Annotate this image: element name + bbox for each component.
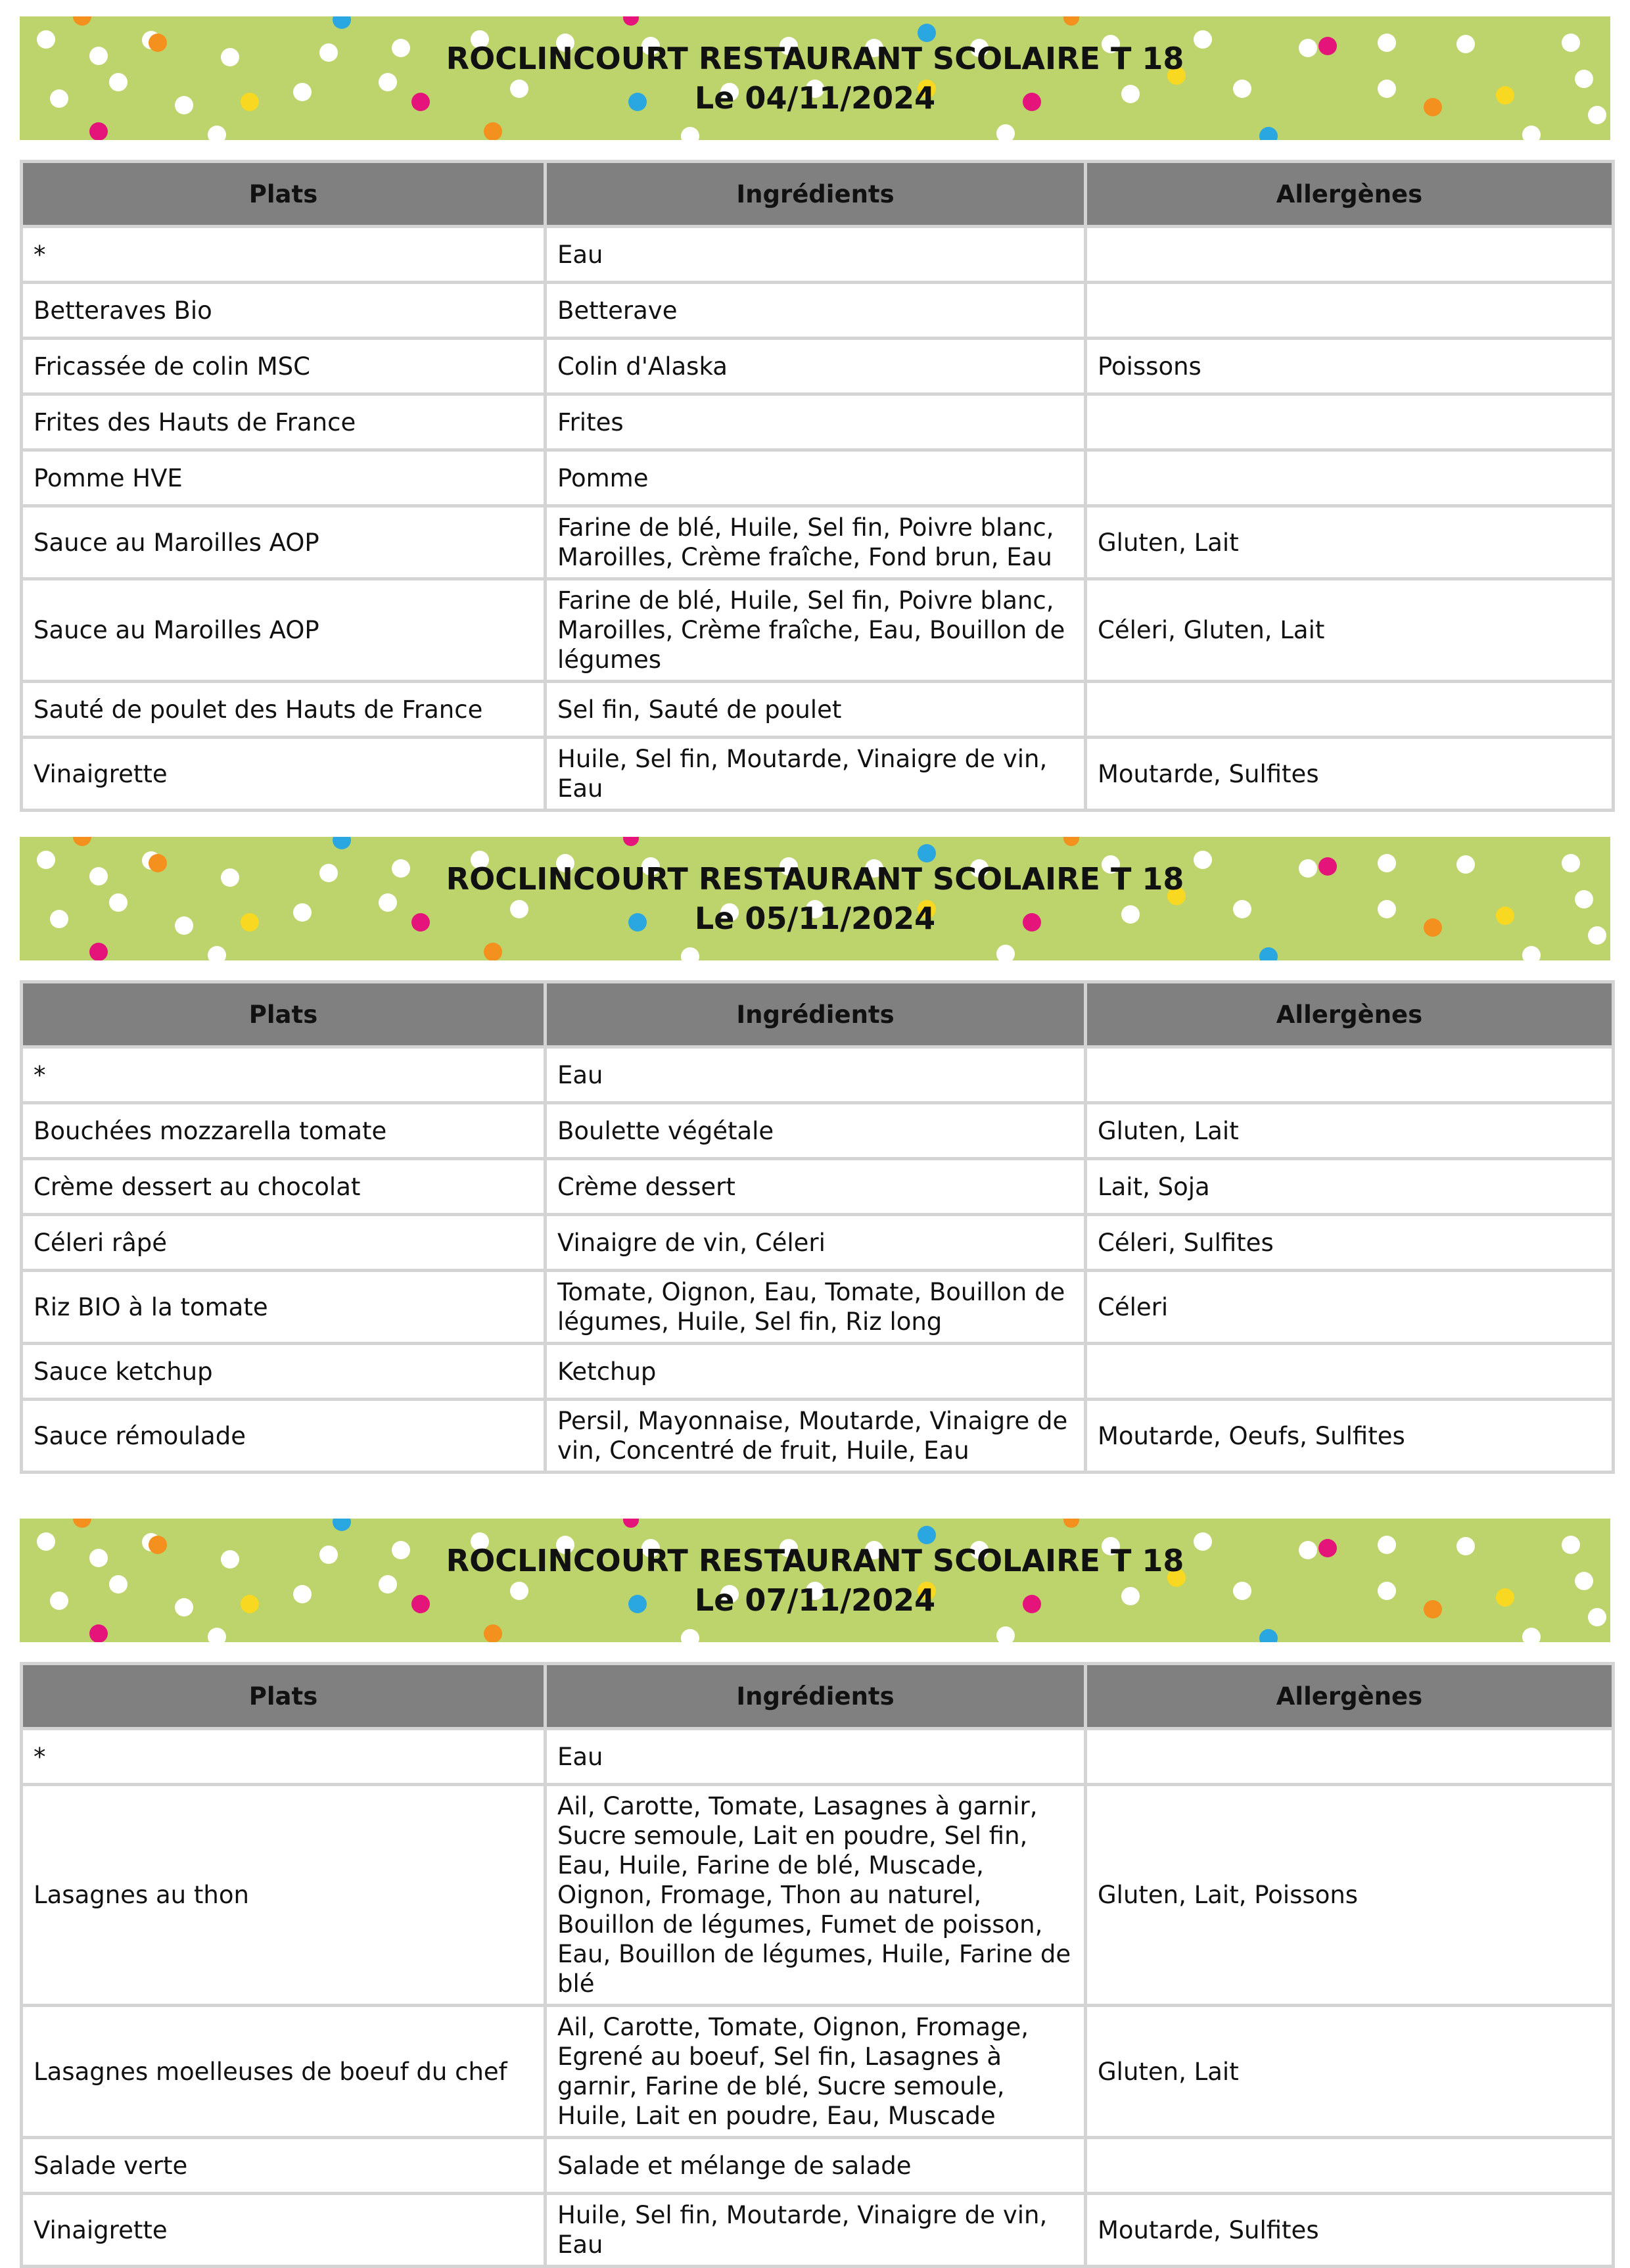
banner-2 xyxy=(20,837,1610,960)
ingredients-cell: Betterave xyxy=(546,283,1086,339)
header-row xyxy=(22,982,1614,1047)
menu-table-3 xyxy=(20,1662,1615,2268)
header-ingredients: Ingrédients xyxy=(546,982,1086,1047)
allergens-cell: Gluten, Lait xyxy=(1086,2006,1614,2138)
allergens-cell xyxy=(1086,394,1614,450)
banner-1 xyxy=(20,16,1610,140)
header-ingredients: Ingrédients xyxy=(546,162,1086,227)
allergens-cell xyxy=(1086,1729,1614,1785)
allergens-cell: Poissons xyxy=(1086,339,1614,394)
ingredients-cell: Tomate, Oignon, Eau, Tomate, Bouillon de légumes, Huile, Sel fin, Riz long xyxy=(546,1271,1086,1344)
table-row xyxy=(22,1400,1614,1473)
allergens-cell: Gluten, Lait xyxy=(1086,506,1614,579)
allergens-cell: Lait, Soja xyxy=(1086,1159,1614,1215)
ingredients-cell: Huile, Sel fin, Moutarde, Vinaigre de vin, Eau xyxy=(546,738,1086,811)
allergens-cell xyxy=(1086,2138,1614,2194)
table-row xyxy=(22,506,1614,579)
header-row xyxy=(22,1664,1614,1729)
header-row xyxy=(22,162,1614,227)
dish-cell: Sauce au Maroilles AOP xyxy=(22,579,546,682)
dish-cell: Salade verte xyxy=(22,2138,546,2194)
ingredients-cell: Huile, Sel fin, Moutarde, Vinaigre de vin, Eau xyxy=(546,2194,1086,2267)
dish-cell: Lasagnes au thon xyxy=(22,1785,546,2006)
dish-cell: * xyxy=(22,1047,546,1103)
banner-title: ROCLINCOURT RESTAURANT SCOLAIRE T 18 xyxy=(446,41,1184,76)
table-row xyxy=(22,339,1614,394)
table-row xyxy=(22,682,1614,738)
allergens-cell: Gluten, Lait, Poissons xyxy=(1086,1785,1614,2006)
table-row xyxy=(22,394,1614,450)
allergens-cell: Céleri, Sulfites xyxy=(1086,1215,1614,1271)
ingredients-cell: Ketchup xyxy=(546,1344,1086,1400)
table-row xyxy=(22,2194,1614,2267)
dish-cell: Frites des Hauts de France xyxy=(22,394,546,450)
banner-date: Le 05/11/2024 xyxy=(694,901,936,936)
header-allergenes: Allergènes xyxy=(1086,1664,1614,1729)
allergens-cell xyxy=(1086,227,1614,283)
banner-title: ROCLINCOURT RESTAURANT SCOLAIRE T 18 xyxy=(446,861,1184,897)
table-row xyxy=(22,227,1614,283)
table-row xyxy=(22,1159,1614,1215)
dish-cell: Sauce ketchup xyxy=(22,1344,546,1400)
allergens-cell: Céleri xyxy=(1086,1271,1614,1344)
ingredients-cell: Persil, Mayonnaise, Moutarde, Vinaigre de vin, Concentré de fruit, Huile, Eau xyxy=(546,1400,1086,1473)
dish-cell: Betteraves Bio xyxy=(22,283,546,339)
header-allergenes: Allergènes xyxy=(1086,162,1614,227)
allergens-cell xyxy=(1086,1344,1614,1400)
allergens-cell: Moutarde, Oeufs, Sulfites xyxy=(1086,1400,1614,1473)
menu-table-2 xyxy=(20,980,1615,1474)
dish-cell: * xyxy=(22,227,546,283)
allergens-cell: Gluten, Lait xyxy=(1086,1103,1614,1159)
allergens-cell: Céleri, Gluten, Lait xyxy=(1086,579,1614,682)
ingredients-cell: Salade et mélange de salade xyxy=(546,2138,1086,2194)
dish-cell: Sauce au Maroilles AOP xyxy=(22,506,546,579)
ingredients-cell: Eau xyxy=(546,1729,1086,1785)
ingredients-cell: Sel fin, Sauté de poulet xyxy=(546,682,1086,738)
table-row xyxy=(22,1215,1614,1271)
banner-title: ROCLINCOURT RESTAURANT SCOLAIRE T 18 xyxy=(446,1543,1184,1578)
menu-table-1 xyxy=(20,160,1615,812)
allergens-cell xyxy=(1086,682,1614,738)
header-plats: Plats xyxy=(22,1664,546,1729)
ingredients-cell: Eau xyxy=(546,1047,1086,1103)
header-allergenes: Allergènes xyxy=(1086,982,1614,1047)
header-ingredients: Ingrédients xyxy=(546,1664,1086,1729)
dish-cell: Riz BIO à la tomate xyxy=(22,1271,546,1344)
table-row xyxy=(22,283,1614,339)
table-row xyxy=(22,2138,1614,2194)
ingredients-cell: Ail, Carotte, Tomate, Lasagnes à garnir, Sucre semoule, Lait en poudre, Sel fin, Eau, Huile, Farine de blé, Muscade, Oignon, Fromage, Thon au naturel, Bouillon de légumes, Fumet de poisson, Eau, Bouillon de légumes, Huile, Farine de blé xyxy=(546,1785,1086,2006)
ingredients-cell: Frites xyxy=(546,394,1086,450)
ingredients-cell: Eau xyxy=(546,227,1086,283)
ingredients-cell: Ail, Carotte, Tomate, Oignon, Fromage, Egrené au boeuf, Sel fin, Lasagnes à garnir, Farine de blé, Sucre semoule, Huile, Lait en poudre, Eau, Muscade xyxy=(546,2006,1086,2138)
table-row xyxy=(22,1047,1614,1103)
table-row xyxy=(22,450,1614,506)
table-row xyxy=(22,1344,1614,1400)
dish-cell: Crème dessert au chocolat xyxy=(22,1159,546,1215)
ingredients-cell: Boulette végétale xyxy=(546,1103,1086,1159)
ingredients-cell: Pomme xyxy=(546,450,1086,506)
allergens-cell: Moutarde, Sulfites xyxy=(1086,2194,1614,2267)
table-row xyxy=(22,1729,1614,1785)
allergens-cell xyxy=(1086,1047,1614,1103)
ingredients-cell: Farine de blé, Huile, Sel fin, Poivre blanc, Maroilles, Crème fraîche, Eau, Bouillon de légumes xyxy=(546,579,1086,682)
dish-cell: Sauce rémoulade xyxy=(22,1400,546,1473)
ingredients-cell: Colin d'Alaska xyxy=(546,339,1086,394)
allergens-cell xyxy=(1086,450,1614,506)
ingredients-cell: Vinaigre de vin, Céleri xyxy=(546,1215,1086,1271)
ingredients-cell: Crème dessert xyxy=(546,1159,1086,1215)
dish-cell: Lasagnes moelleuses de boeuf du chef xyxy=(22,2006,546,2138)
dish-cell: Vinaigrette xyxy=(22,2194,546,2267)
header-plats: Plats xyxy=(22,162,546,227)
dish-cell: Céleri râpé xyxy=(22,1215,546,1271)
table-row xyxy=(22,738,1614,811)
dish-cell: Pomme HVE xyxy=(22,450,546,506)
table-row xyxy=(22,1785,1614,2006)
banner-3 xyxy=(20,1519,1610,1642)
dish-cell: * xyxy=(22,1729,546,1785)
table-row xyxy=(22,1103,1614,1159)
ingredients-cell: Farine de blé, Huile, Sel fin, Poivre blanc, Maroilles, Crème fraîche, Fond brun, Eau xyxy=(546,506,1086,579)
allergens-cell xyxy=(1086,283,1614,339)
table-row xyxy=(22,2006,1614,2138)
dish-cell: Bouchées mozzarella tomate xyxy=(22,1103,546,1159)
banner-date: Le 07/11/2024 xyxy=(694,1582,936,1618)
dish-cell: Fricassée de colin MSC xyxy=(22,339,546,394)
banner-date: Le 04/11/2024 xyxy=(694,80,936,116)
header-plats: Plats xyxy=(22,982,546,1047)
table-row xyxy=(22,1271,1614,1344)
allergens-cell: Moutarde, Sulfites xyxy=(1086,738,1614,811)
table-row xyxy=(22,579,1614,682)
dish-cell: Vinaigrette xyxy=(22,738,546,811)
dish-cell: Sauté de poulet des Hauts de France xyxy=(22,682,546,738)
